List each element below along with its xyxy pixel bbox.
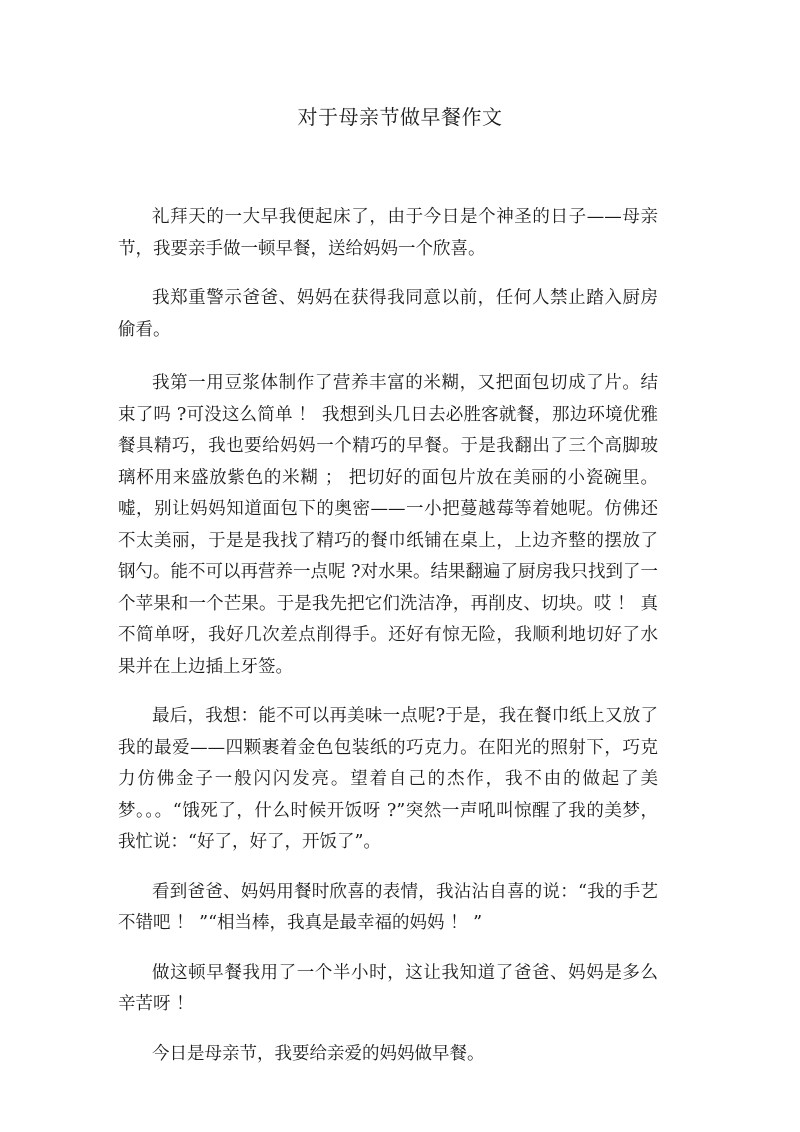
document-body [118, 202, 658, 1088]
paragraph-3: 我第一用豆浆体制作了营养丰富的米糊，又把面包切成了片。结束了吗 ?可没这么简单 ！ 我想到头几日去必胜客就餐，那边环境优雅餐具精巧，我也要给妈妈一个精巧的早餐。于是我翻出了三个高脚玻璃杯用来盛放紫色的米糊 ； 把切好的面包片放在美丽的小瓷碗里。嘘，别让妈妈知道面包下的奥密——一小把蔓越莓等着她呢。仿佛还不太美丽，于是是我找了精巧的餐巾纸铺在桌上，上边齐整的摆放了钢勺。能不可以再营养一点呢 ?对水果。结果翻遍了厨房我只找到了一个苹果和一个芒果。于是我先把它们洗洁净，再削皮、切块。哎 ！ 真不简单呀，我好几次差点削得手。还好有惊无险，我顺利地切好了水果并在上边插上牙签。 [118, 373, 658, 677]
document-title: 对于母亲节做早餐作文 [297, 105, 503, 129]
paragraph-7: 今日是母亲节，我要给亲爱的妈妈做早餐。 [152, 1043, 485, 1064]
paragraph-2: 我郑重警示爸爸、妈妈在获得我同意以前，任何人禁止踏入厨房偷看。 [118, 288, 658, 340]
paragraph-4: 最后，我想：能不可以再美味一点呢?于是，我在餐巾纸上又放了我的最爱——四颗裹着金色包装纸的巧克力。在阳光的照射下，巧克力仿佛金子一般闪闪发亮。望着自己的杰作，我不由的做起了美梦。。。“饿死了，什么时候开饭呀 ?”突然一声吼叫惊醒了我的美梦，我忙说：“好了，好了，开饭了”。 [118, 706, 658, 852]
paragraph-5: 看到爸爸、妈妈用餐时欣喜的表情，我沾沾自喜的说：“我的手艺不错吧 ！ ”“相当棒，我真是最幸福的妈妈 ！ ” [118, 881, 658, 933]
paragraph-1: 礼拜天的一大早我便起床了，由于今日是个神圣的日子——母亲节，我要亲手做一顿早餐，送给妈妈一个欣喜。 [118, 207, 658, 259]
paragraph-6: 做这顿早餐我用了一个半小时，这让我知道了爸爸、妈妈是多么辛苦呀 ！ [118, 962, 658, 1014]
